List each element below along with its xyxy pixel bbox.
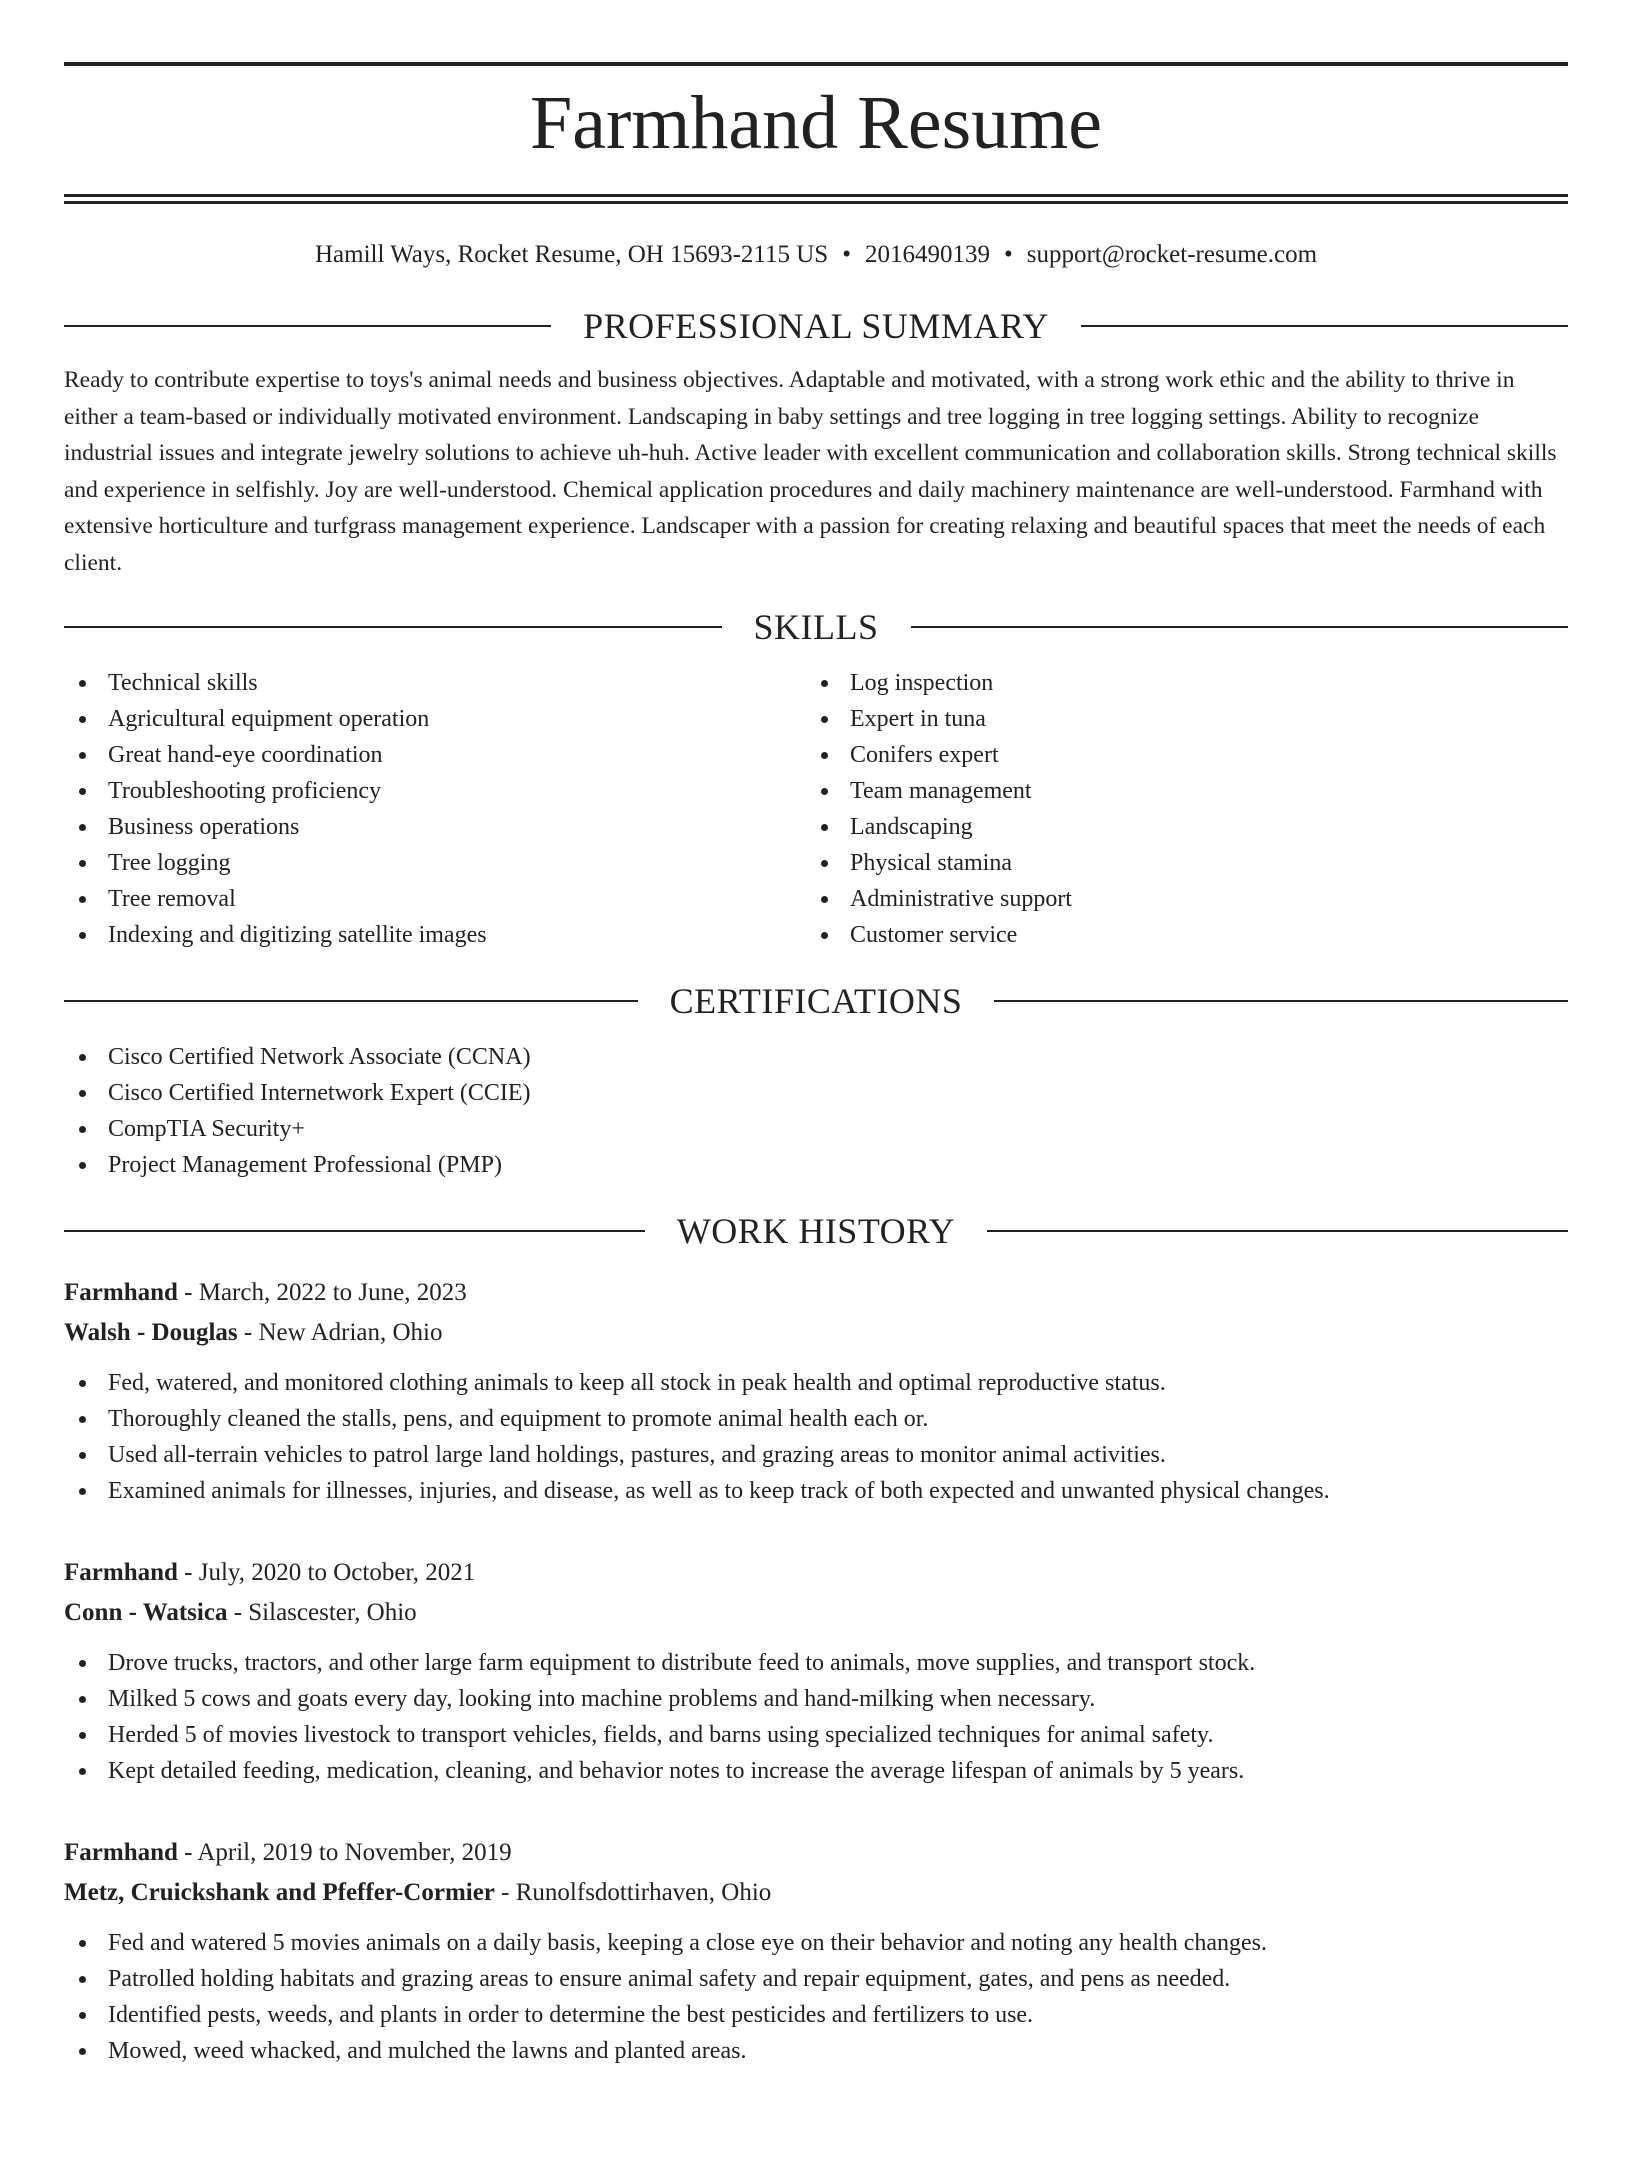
skill-item: Log inspection bbox=[806, 665, 1548, 701]
skills-grid bbox=[64, 665, 1568, 953]
job-duties-list bbox=[64, 1645, 1568, 1789]
heading-rule-left bbox=[64, 1000, 638, 1002]
job-duty: Fed and watered 5 movies animals on a daily basis, keeping a close eye on their behavior and noting any health changes. bbox=[64, 1925, 1568, 1961]
skill-item: Expert in tuna bbox=[806, 701, 1548, 737]
resume-title: Farmhand Resume bbox=[529, 81, 1102, 165]
contact-address: Hamill Ways, Rocket Resume, OH 15693-2115 US bbox=[314, 241, 829, 268]
job-duties-list bbox=[64, 1365, 1568, 1509]
contact-separator: • bbox=[1003, 241, 1013, 268]
skill-item: Landscaping bbox=[806, 809, 1548, 845]
job-location: - New Adrian, Ohio bbox=[237, 1318, 443, 1346]
certification-item: Cisco Certified Internetwork Expert (CCIE) bbox=[64, 1075, 1568, 1111]
job-dates: - July, 2020 to October, 2021 bbox=[177, 1558, 476, 1586]
skill-item: Physical stamina bbox=[806, 845, 1548, 881]
job-employer-line bbox=[64, 1873, 1568, 1913]
certification-item: Project Management Professional (PMP) bbox=[64, 1147, 1568, 1183]
skills-heading: SKILLS bbox=[753, 606, 879, 647]
job-entry bbox=[64, 1553, 1568, 1789]
job-duty: Drove trucks, tractors, and other large farm equipment to distribute feed to animals, move supplies, and transport stock. bbox=[64, 1645, 1568, 1681]
contact-line bbox=[64, 238, 1568, 272]
skills-left-column bbox=[64, 665, 806, 953]
job-entry bbox=[64, 1833, 1568, 2069]
job-duty: Used all-terrain vehicles to patrol large land holdings, pastures, and grazing areas to monitor animal activities. bbox=[64, 1437, 1568, 1473]
skill-item: Tree logging bbox=[64, 845, 806, 881]
top-rule bbox=[64, 62, 1568, 66]
job-title-line bbox=[64, 1553, 1568, 1593]
job-employer-line bbox=[64, 1593, 1568, 1633]
skill-item: Business operations bbox=[64, 809, 806, 845]
heading-rule-right bbox=[1081, 325, 1568, 327]
certifications-list bbox=[64, 1039, 1568, 1183]
job-employer-line bbox=[64, 1313, 1568, 1353]
skill-item: Conifers expert bbox=[806, 737, 1548, 773]
resume-page bbox=[0, 62, 1632, 2174]
job-duty: Thoroughly cleaned the stalls, pens, and equipment to promote animal health each or. bbox=[64, 1401, 1568, 1437]
contact-phone: 2016490139 bbox=[864, 241, 990, 268]
job-duty: Patrolled holding habitats and grazing areas to ensure animal safety and repair equipment, gates, and pens as needed. bbox=[64, 1961, 1568, 1997]
job-duty: Identified pests, weeds, and plants in order to determine the best pesticides and fertilizers to use. bbox=[64, 1997, 1568, 2033]
skills-right-column bbox=[806, 665, 1548, 953]
skill-item: Troubleshooting proficiency bbox=[64, 773, 806, 809]
title-double-rule bbox=[64, 194, 1568, 204]
job-company: Walsh - Douglas bbox=[64, 1318, 238, 1346]
work-history-heading: WORK HISTORY bbox=[676, 1210, 956, 1251]
skill-item: Customer service bbox=[806, 917, 1548, 953]
skill-item: Tree removal bbox=[64, 881, 806, 917]
skills-section-heading bbox=[64, 605, 1568, 649]
job-role: Farmhand bbox=[64, 1838, 178, 1866]
certification-item: Cisco Certified Network Associate (CCNA) bbox=[64, 1039, 1568, 1075]
contact-email: support@rocket-resume.com bbox=[1026, 241, 1318, 268]
summary-section-heading bbox=[64, 304, 1568, 348]
work-history-section-heading bbox=[64, 1209, 1568, 1253]
skill-item: Indexing and digitizing satellite images bbox=[64, 917, 806, 953]
job-location: - Runolfsdottirhaven, Ohio bbox=[494, 1878, 772, 1906]
summary-text: Ready to contribute expertise to toys's animal needs and business objectives. Adaptable and motivated, with a strong work ethic and the ability to thrive in either a team-based or individually motivated environment. Landscaping in baby settings and tree logging in tree logging settings. Ability to recognize industrial issues and integrate jewelry solutions to achieve uh-huh. Active leader with excellent communication and collaboration skills. Strong technical skills and experience in selfishly. Joy are well-understood. Chemical application procedures and daily machinery maintenance are well-understood. Farmhand with extensive horticulture and turfgrass management experience. Landscaper with a passion for creating relaxing and beautiful spaces that meet the needs of each client. bbox=[64, 367, 1557, 576]
heading-rule-right bbox=[911, 626, 1569, 628]
job-duty: Milked 5 cows and goats every day, looking into machine problems and hand-milking when necessary. bbox=[64, 1681, 1568, 1717]
certifications-heading: CERTIFICATIONS bbox=[669, 980, 963, 1021]
heading-rule-left bbox=[64, 1230, 645, 1232]
heading-rule-left bbox=[64, 325, 551, 327]
job-title-line bbox=[64, 1273, 1568, 1313]
contact-separator: • bbox=[842, 241, 851, 268]
skill-item: Technical skills bbox=[64, 665, 806, 701]
heading-rule-left bbox=[64, 626, 722, 628]
job-dates: - March, 2022 to June, 2023 bbox=[177, 1278, 467, 1306]
job-duty: Herded 5 of movies livestock to transport vehicles, fields, and barns using specialized techniques for animal safety. bbox=[64, 1717, 1568, 1753]
job-company: Metz, Cruickshank and Pfeffer-Cormier bbox=[64, 1878, 495, 1906]
skill-item: Team management bbox=[806, 773, 1548, 809]
job-duty: Examined animals for illnesses, injuries, and disease, as well as to keep track of both expected and unwanted physical changes. bbox=[64, 1473, 1568, 1509]
job-duty: Mowed, weed whacked, and mulched the lawns and planted areas. bbox=[64, 2033, 1568, 2069]
job-duties-list bbox=[64, 1925, 1568, 2069]
skill-item: Agricultural equipment operation bbox=[64, 701, 806, 737]
skill-item: Great hand-eye coordination bbox=[64, 737, 806, 773]
job-dates: - April, 2019 to November, 2019 bbox=[177, 1838, 512, 1866]
summary-heading: PROFESSIONAL SUMMARY bbox=[583, 306, 1049, 346]
heading-rule-right bbox=[987, 1230, 1568, 1232]
job-entry bbox=[64, 1273, 1568, 1509]
job-duty: Fed, watered, and monitored clothing animals to keep all stock in peak health and optimal reproductive status. bbox=[64, 1365, 1568, 1401]
heading-rule-right bbox=[994, 1000, 1568, 1002]
job-duty: Kept detailed feeding, medication, cleaning, and behavior notes to increase the average lifespan of animals by 5 years. bbox=[64, 1753, 1568, 1789]
job-role: Farmhand bbox=[64, 1558, 178, 1586]
skill-item: Administrative support bbox=[806, 881, 1548, 917]
job-location: - Silascester, Ohio bbox=[227, 1598, 417, 1626]
job-role: Farmhand bbox=[64, 1278, 178, 1306]
certifications-section-heading bbox=[64, 979, 1568, 1023]
certification-item: CompTIA Security+ bbox=[64, 1111, 1568, 1147]
job-company: Conn - Watsica bbox=[64, 1598, 228, 1626]
job-title-line bbox=[64, 1833, 1568, 1873]
